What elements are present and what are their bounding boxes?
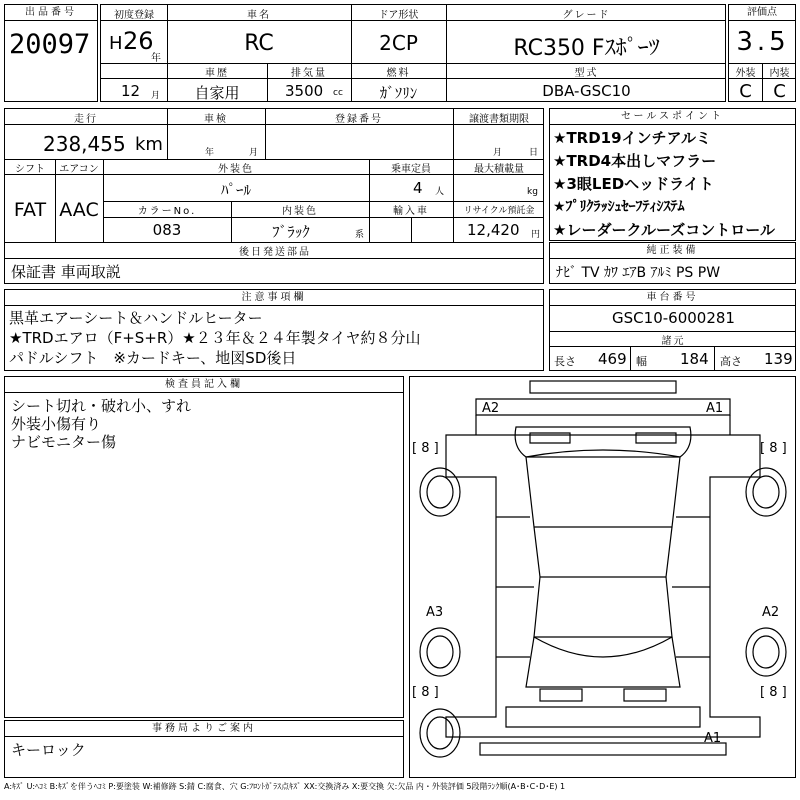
equipment: ﾅﾋﾞ TV ｶﾜ ｴｱB ｱﾙﾐ PS PW: [556, 265, 721, 281]
tire-tread-tl: [ 8 ]: [412, 441, 439, 456]
interior-color-unit: 系: [355, 230, 365, 240]
fuel-label: 燃料: [386, 68, 411, 79]
sales-point: ★TRD4本出しマフラー: [553, 152, 717, 170]
inspector-line: ナビモニター傷: [11, 433, 117, 451]
grade: RC350 Fｽﾎﾟｰﾂ: [513, 36, 660, 61]
office-block: [4, 720, 404, 778]
interior-color-label: 内装色: [282, 206, 318, 217]
model: RC: [244, 31, 274, 56]
height: 139: [764, 350, 793, 368]
score-label: 評価点: [729, 5, 795, 21]
fuel: ｶﾞｿﾘﾝ: [379, 84, 418, 102]
notes-label: 注意事項欄: [5, 290, 543, 306]
sales-point: ★ﾌﾟﾘｸﾗｯｼｭｾｰﾌﾃｨｼｽﾃﾑ: [553, 199, 685, 215]
lot-number-label: 出品番号: [5, 5, 97, 21]
import-label: 輸入車: [393, 206, 429, 217]
note-line: ★TRDエアロ（F+S+R）★２３年＆２４年製タイヤ約８分山: [9, 329, 421, 347]
shift-label: シフト: [15, 164, 45, 175]
damage-mark-a1-top: A1: [706, 401, 724, 416]
displacement: 3500: [285, 82, 324, 100]
transfer-label: 譲渡書類期限: [469, 114, 529, 125]
history-label: 車歴: [205, 68, 229, 79]
mileage-label: 走行: [74, 114, 98, 125]
note-line: パドルシフト ※カードキー、地図SD後日: [9, 349, 297, 367]
length: 469: [598, 350, 627, 368]
inspector-line: シート切れ・破れ小、すれ: [11, 397, 192, 415]
mileage: 238,455: [43, 132, 126, 156]
seats: 4: [413, 179, 423, 197]
interior-color: ﾌﾞﾗｯｸ: [272, 223, 310, 241]
main-spec-cell: [100, 4, 726, 102]
color-no-label: カラーNo.: [137, 206, 197, 217]
transfer-month-unit: 月: [493, 148, 503, 158]
model-type: DBA-GSC10: [542, 82, 631, 100]
later-parts: 保証書 車両取説: [11, 263, 121, 281]
first-reg-label: 初度登録: [114, 10, 154, 21]
color-label: 外装色: [218, 164, 254, 175]
interior-label: 内装: [769, 68, 790, 79]
door-type: 2CP: [379, 31, 418, 55]
history: 自家用: [194, 84, 240, 102]
inspection-year-unit: 年: [205, 148, 215, 158]
reg-month: 12: [121, 82, 141, 100]
ac-label: エアコン: [59, 164, 99, 175]
mileage-unit: km: [135, 134, 163, 155]
recycle-fee: 12,420: [467, 221, 520, 239]
displacement-unit: cc: [333, 88, 343, 98]
chassis-label: 車台番号: [550, 290, 795, 306]
sales-points: [549, 108, 796, 241]
note-line: 黒革エアーシート＆ハンドルヒーター: [9, 309, 263, 327]
vehicle-info-block: [4, 108, 544, 284]
tire-tread-tr: [ 8 ]: [760, 441, 787, 456]
inspection-label: 車検: [204, 114, 228, 125]
recycle-label: リサイクル預託金: [463, 206, 535, 216]
office-note: キーロック: [11, 741, 86, 759]
ac: AAC: [59, 199, 99, 221]
reg-year-unit: 年: [151, 53, 161, 64]
damage-mark-a3: A3: [426, 605, 444, 620]
exterior-label: 外装: [735, 68, 756, 79]
tire-tread-mr: [ 8 ]: [760, 685, 787, 700]
score: 3.5: [736, 27, 790, 57]
width-label: 幅: [636, 355, 647, 368]
displacement-label: 排気量: [291, 68, 327, 79]
sales-point: ★3眼LEDヘッドライト: [553, 175, 714, 193]
inspection-month-unit: 月: [249, 148, 259, 158]
legend: A:ｷｽﾞ U:ﾍｺﾐ B:ｷｽﾞを伴うﾍｺﾐ P:要塗装 W:補修跡 S:錆 C:腐食、穴 G:ﾌﾛﾝﾄｶﾞﾗｽ点ｷｽﾞ XX:交換済み X:要交換 欠:欠品 内・外装評価 5段階ﾗﾝｸ順(A･B･C･D･E) 1: [4, 782, 566, 791]
sales-point: ★TRD19インチアルミ: [553, 129, 711, 147]
dims-label: 諸元: [661, 336, 686, 347]
transfer-day-unit: 日: [529, 148, 539, 158]
reg-month-unit: 月: [151, 91, 161, 101]
tire-tread-ml: [ 8 ]: [412, 685, 439, 700]
grade-label: グレード: [562, 10, 611, 21]
lot-number-cell: [4, 4, 98, 102]
plate-label: 登録番号: [335, 114, 383, 125]
shift: FAT: [13, 199, 47, 221]
car-diagram: [409, 376, 796, 778]
seats-label: 乗車定員: [391, 164, 431, 175]
door-label: ドア形状: [378, 10, 419, 21]
length-label: 長さ: [554, 355, 576, 368]
body-color: ﾊﾟｰﾙ: [220, 181, 251, 199]
inspector-block: [4, 376, 404, 718]
interior-grade: C: [773, 81, 786, 102]
seats-unit: 人: [435, 187, 445, 197]
car-outline: [410, 377, 797, 779]
sales-points-label: セールスポイント: [550, 109, 795, 125]
type-label: 型式: [574, 68, 599, 79]
notes-block: [4, 289, 544, 371]
model-label: 車名: [247, 10, 271, 21]
lot-number: 20097: [9, 29, 91, 60]
height-label: 高さ: [720, 355, 742, 368]
chassis-number: GSC10-6000281: [612, 309, 735, 327]
recycle-unit: 円: [531, 230, 541, 240]
chassis-block: [549, 289, 796, 371]
damage-mark-a2-right: A2: [762, 605, 780, 620]
reg-year: 26: [123, 27, 154, 55]
inspector-line: 外装小傷有り: [11, 415, 102, 433]
damage-mark-a2-top: A2: [482, 401, 500, 416]
genuine-equipment: [549, 242, 796, 284]
exterior-grade: C: [739, 81, 752, 102]
office-label: 事務局よりご案内: [5, 721, 403, 737]
inspector-label: 検査員記入欄: [5, 377, 403, 393]
later-parts-label: 後日発送部品: [239, 247, 311, 258]
sales-point: ★レーダークルーズコントロール: [553, 221, 775, 239]
era: H: [109, 33, 123, 54]
load-unit: kg: [527, 187, 538, 197]
equipment-label: 純正装備: [550, 243, 795, 259]
header-block: [4, 4, 796, 102]
damage-mark-a1-bottom: A1: [704, 731, 722, 746]
load-label: 最大積載量: [474, 164, 524, 175]
width: 184: [680, 350, 709, 368]
score-cell: [728, 4, 796, 102]
color-no: 083: [152, 221, 182, 239]
